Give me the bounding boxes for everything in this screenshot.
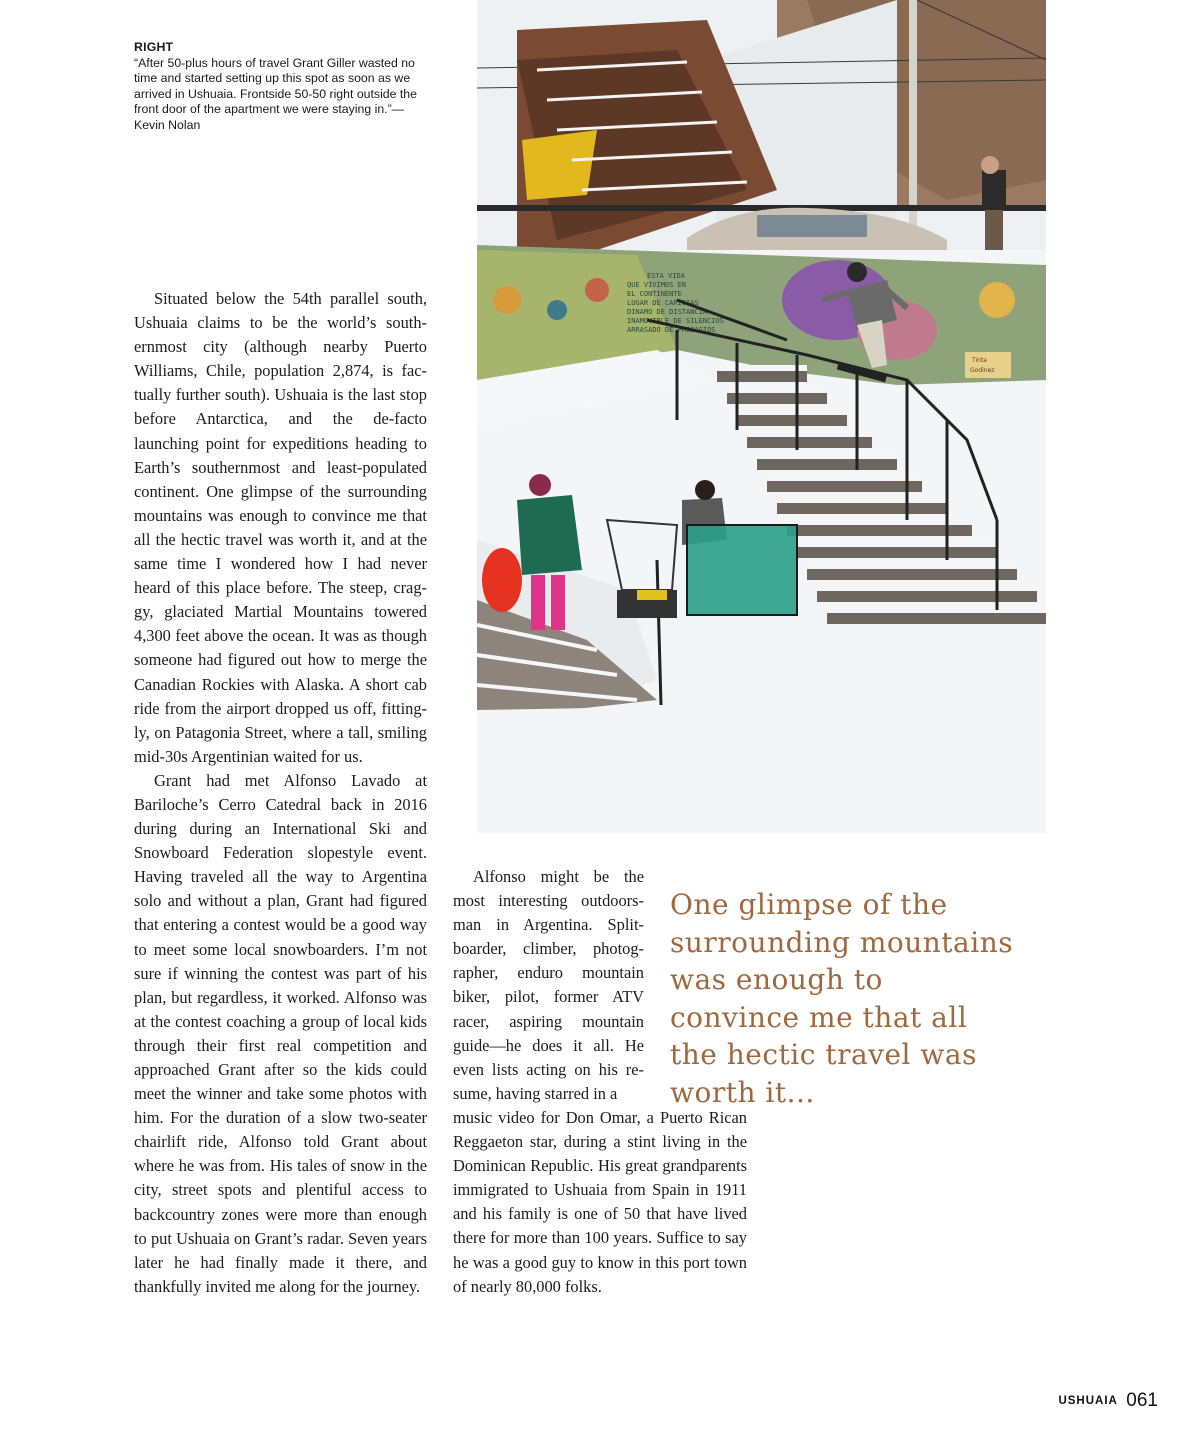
article-column-2-top	[453, 865, 644, 1106]
article-paragraph: Grant had met Alfonso Lavado at Bariloche’s Cerro Catedral back in 2016 during during an International Ski and Snowboard Federation slopestyle event. Having traveled all the way to Argentina solo and without a plan, Grant had figured that entering a contest would be a good way to meet some local snowboarders. I’m not sure if winning the contest was part of his plan, but regardless, it worked. Alfonso was at the contest coaching a group of local kids through their first real competition and approached Grant after so the kids could meet the winner and take some photos with him. For the duration of a slow two-seater chairlift ride, Alfonso told Grant about where he was from. His tales of snow in the city, street spots and plentiful access to backcountry zones were more than enough to put Ushuaia on Grant’s radar. Seven years later he had finally made it there, and thankfully invited me along for the journey.	[134, 770, 427, 1296]
mural-sign: Tinta Godinez	[970, 357, 995, 374]
page-folio	[1058, 1390, 1158, 1412]
article-paragraph: Alfonso might be the most interesting outdoorsman in Argentina. Splitboarder, climber, photographer, enduro mountain biker, pilot, former ATV racer, aspiring mountain guide—he does it all. He even lists acting on his resume, having starred in a	[453, 867, 644, 1103]
page-number: 061	[1126, 1390, 1158, 1411]
caption-label: RIGHT	[134, 40, 174, 54]
mural-text: ESTA VIDA QUE VIVIMOS EN EL CONTINENTE LUGAR DE CARICIAS DINAMO DE DISTANCIA INAMOVIBLE DE SILENCIOS ARRASADO DE PRESAGIOS	[627, 272, 724, 334]
section-name: USHUAIA	[1058, 1395, 1118, 1407]
article-column-1	[134, 287, 427, 1299]
caption-text: “After 50-plus hours of travel Grant Giller wasted no time and started setting up this spot as soon as we arrived in Ushuaia. Frontside 50-50 right outside the front door of the apartment we were staying in.”—Kevin Nolan	[134, 55, 417, 132]
article-paragraph: music video for Don Omar, a Puerto Rican Reggaeton star, during a stint living in the Dominican Republic. His great grandparents immigrated to Ushuaia from Spain in 1911 and his family is one of 50 that have lived there for more than 100 years. Suffice to say he was a good guy to know in this port town of nearly 80,000 folks.	[453, 1108, 747, 1296]
snowboard-photo	[477, 0, 1046, 833]
article-paragraph: Situated below the 54th parallel south, Ushuaia claims to be the world’s southernmost city (although nearby Puerto Williams, Chile, population 2,874, is factually further south). Ushuaia is the last stop before Antarctica, and the de-facto launching point for expeditions heading to Earth’s southernmost and least-populated continent. One glimpse of the surrounding mountains was enough to convince me that all the hectic travel was worth it, and at the same time I wondered how I had never heard of this place before. The steep, craggy, glaciated Martial Mountains towered 4,300 feet above the ocean. It was as though someone had figured out how to merge the Canadian Rockies with Alaska. A short cab ride from the airport dropped us off, fittingly, on Patagonia Street, where a tall, smiling mid-30s Argentinian waited for us.	[134, 289, 427, 766]
photo-caption	[134, 40, 430, 134]
pull-quote: One glimpse of the surrounding mountains was enough to convince me that all the hectic travel was worth it...	[670, 888, 1014, 1109]
article-column-2-bottom	[453, 1106, 747, 1299]
